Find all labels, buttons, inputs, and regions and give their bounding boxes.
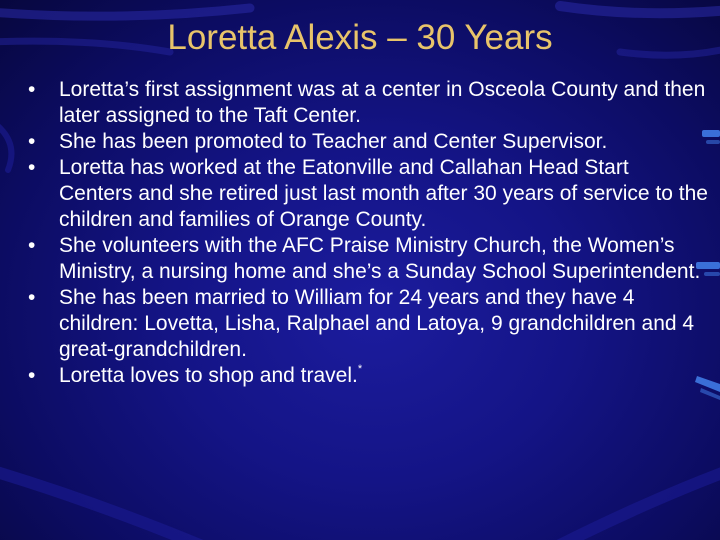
bullet-list — [28, 77, 708, 389]
bullet-text: Loretta has worked at the Eatonville and Callahan Head Start Centers and she retired just last month after 30 years of service to the children and families of Orange County. — [59, 156, 708, 231]
bullet-dot: • — [28, 78, 36, 101]
bullet-dot: • — [28, 234, 36, 257]
bullet-item — [28, 233, 708, 285]
streak-top-right — [560, 6, 720, 13]
bullet-item — [28, 363, 708, 389]
streak-left-1 — [0, 120, 11, 170]
bullet-dot: • — [28, 364, 36, 387]
bullet-item — [28, 155, 708, 233]
slide-title: Loretta Alexis – 30 Years — [167, 18, 553, 57]
bullet-dot: • — [28, 130, 36, 153]
bullet-text: Loretta’s first assignment was at a center in Osceola County and then later assigned to the Taft Center. — [59, 78, 706, 127]
footnote-mark: * — [357, 363, 363, 375]
bullet-dot: • — [28, 156, 36, 179]
bullet-text: She has been promoted to Teacher and Center Supervisor. — [59, 130, 608, 153]
bullet-item — [28, 77, 708, 129]
streak-bottom-left — [0, 470, 200, 540]
streak-top-left — [0, 8, 250, 16]
streak-right-2 — [706, 140, 720, 144]
bullet-item — [28, 129, 708, 155]
bullet-dot: • — [28, 286, 36, 309]
bullet-text: She volunteers with the AFC Praise Ministry Church, the Women’s Ministry, a nursing home and she’s a Sunday School Superintendent. — [59, 234, 701, 283]
bullet-text: She has been married to William for 24 years and they have 4 children: Lovetta, Lisha, Ralphael and Latoya, 9 grandchildren and 4 great-grandchildren. — [59, 286, 695, 361]
streak-bottom-right — [560, 470, 720, 540]
bullet-text: Loretta loves to shop and travel. — [59, 364, 358, 387]
bullet-item — [28, 285, 708, 363]
